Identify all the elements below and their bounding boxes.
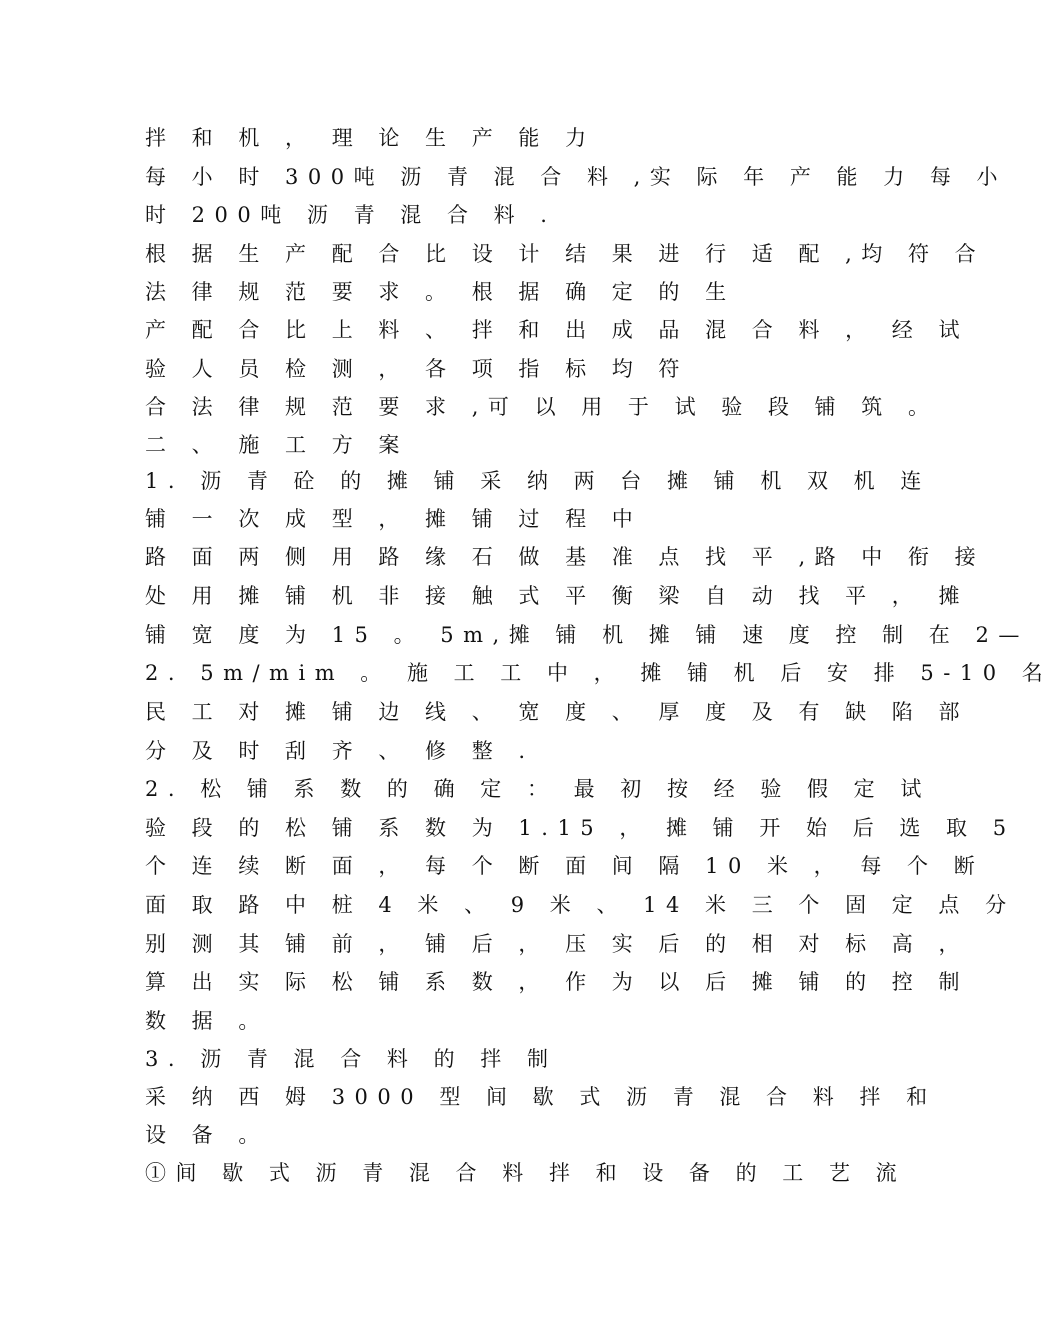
text-line: 算 出 实 际 松 铺 系 数 ， 作 为 以 后 摊 铺 的 控 制 (145, 970, 969, 994)
text-line: 铺 一 次 成 型 ， 摊 铺 过 程 中 (145, 507, 643, 531)
text-line: 数 据 。 (145, 1009, 269, 1033)
text-line: 合 法 律 规 范 要 求 ,可 以 用 于 试 验 段 铺 筑 。 (145, 395, 939, 419)
text-line: 路 面 两 侧 用 路 缘 石 做 基 准 点 找 平 ,路 中 衔 接 (145, 545, 986, 569)
text-line: 2. 5m/mim 。 施 工 工 中 ， 摊 铺 机 后 安 排 5-10 名 (145, 661, 1052, 685)
text-line: 时 200吨 沥 青 混 合 料 . (145, 203, 557, 227)
text-line: 分 及 时 刮 齐 、 修 整 . (145, 739, 535, 763)
text-line: 验 人 员 检 测 ， 各 项 指 标 均 符 (145, 357, 689, 381)
section-heading: 二 、 施 工 方 案 (145, 433, 409, 457)
text-line: 面 取 路 中 桩 4 米 、 9 米 、 14 米 三 个 固 定 点 分 (145, 893, 1016, 917)
text-line: 民 工 对 摊 铺 边 线 、 宽 度 、 厚 度 及 有 缺 陷 部 (145, 700, 969, 724)
text-line: 采 纳 西 姆 3000 型 间 歇 式 沥 青 混 合 料 拌 和 (145, 1085, 937, 1109)
text-line: 别 测 其 铺 前 ， 铺 后 ， 压 实 后 的 相 对 标 高 ， (145, 932, 969, 956)
text-line: ①间 歇 式 沥 青 混 合 料 拌 和 设 备 的 工 艺 流 (145, 1161, 907, 1185)
text-line: 验 段 的 松 铺 系 数 为 1.15 ， 摊 铺 开 始 后 选 取 5 (145, 816, 1016, 840)
text-line: 产 配 合 比 上 料 、 拌 和 出 成 品 混 合 料 ， 经 试 (145, 318, 969, 342)
text-line: 拌 和 机 ， 理 论 生 产 能 力 (145, 126, 596, 150)
text-line: 法 律 规 范 要 求 。 根 据 确 定 的 生 (145, 280, 736, 304)
text-line: 2. 松 铺 系 数 的 确 定 ： 最 初 按 经 验 假 定 试 (145, 777, 931, 801)
text-line: 3. 沥 青 混 合 料 的 拌 制 (145, 1047, 558, 1071)
text-line: 铺 宽 度 为 15 。 5m,摊 铺 机 摊 铺 速 度 控 制 在 2— (145, 623, 1029, 647)
text-line: 处 用 摊 铺 机 非 接 触 式 平 衡 梁 自 动 找 平 ， 摊 (145, 584, 969, 608)
text-line: 设 备 。 (145, 1123, 269, 1147)
text-line: 1. 沥 青 砼 的 摊 铺 采 纳 两 台 摊 铺 机 双 机 连 (145, 469, 931, 493)
text-line: 个 连 续 断 面 ， 每 个 断 面 间 隔 10 米 ， 每 个 断 (145, 854, 985, 878)
text-line: 根 据 生 产 配 合 比 设 计 结 果 进 行 适 配 ,均 符 合 (145, 242, 986, 266)
text-line: 每 小 时 300吨 沥 青 混 合 料 ,实 际 年 产 能 力 每 小 (145, 165, 1008, 189)
